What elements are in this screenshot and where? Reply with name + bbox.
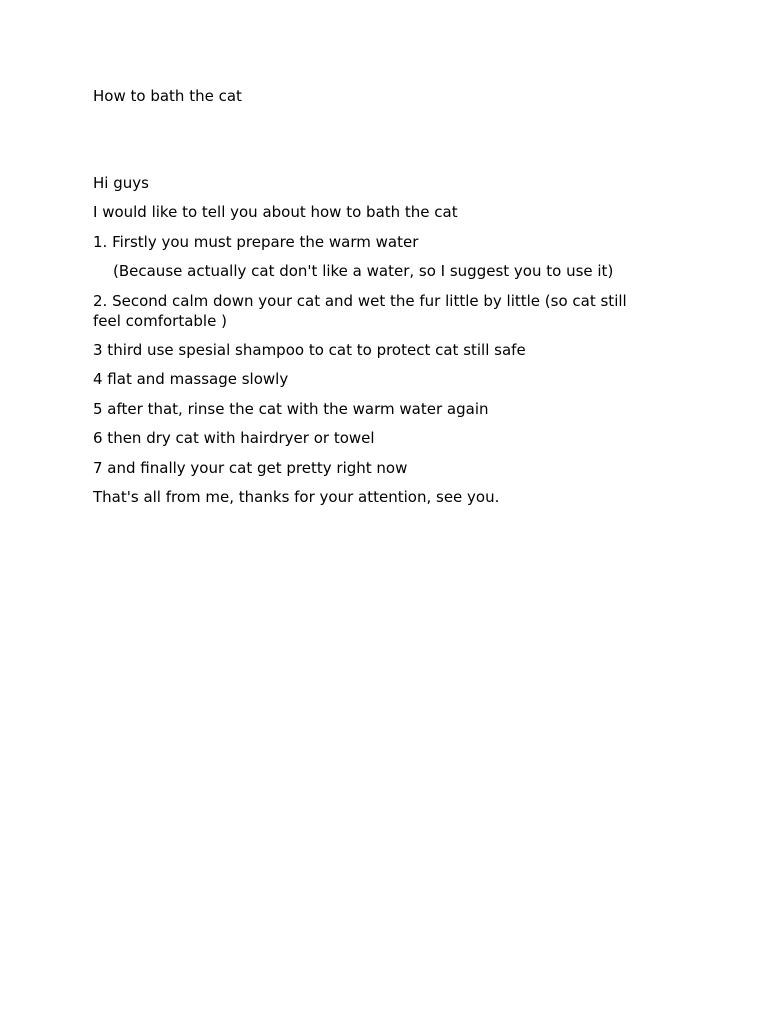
paragraph-closing: That's all from me, thanks for your attention, see you. — [93, 487, 500, 506]
paragraph-intro: I would like to tell you about how to bath the cat — [93, 203, 458, 222]
paragraph-step-5: 5 after that, rinse the cat with the warm water again — [93, 399, 489, 418]
title-spacer — [93, 106, 658, 173]
document-body — [93, 86, 658, 516]
paragraph-step-3: 3 third use spesial shampoo to cat to protect cat still safe — [93, 340, 526, 359]
paragraph-step-2: 2. Second calm down your cat and wet the fur little by little (so cat still feel comfortable ) — [93, 291, 627, 330]
paragraph-greeting: Hi guys — [93, 174, 149, 192]
paragraph-step-7: 7 and finally your cat get pretty right now — [93, 458, 408, 477]
document-title: How to bath the cat — [93, 87, 242, 105]
paragraph-step-6: 6 then dry cat with hairdryer or towel — [93, 429, 375, 448]
paragraph-step-1: 1. Firstly you must prepare the warm water — [93, 232, 419, 251]
paragraph-step-4: 4 flat and massage slowly — [93, 370, 289, 389]
paragraph-step-1-note: (Because actually cat don't like a water, so I suggest you to use it) — [113, 262, 614, 281]
